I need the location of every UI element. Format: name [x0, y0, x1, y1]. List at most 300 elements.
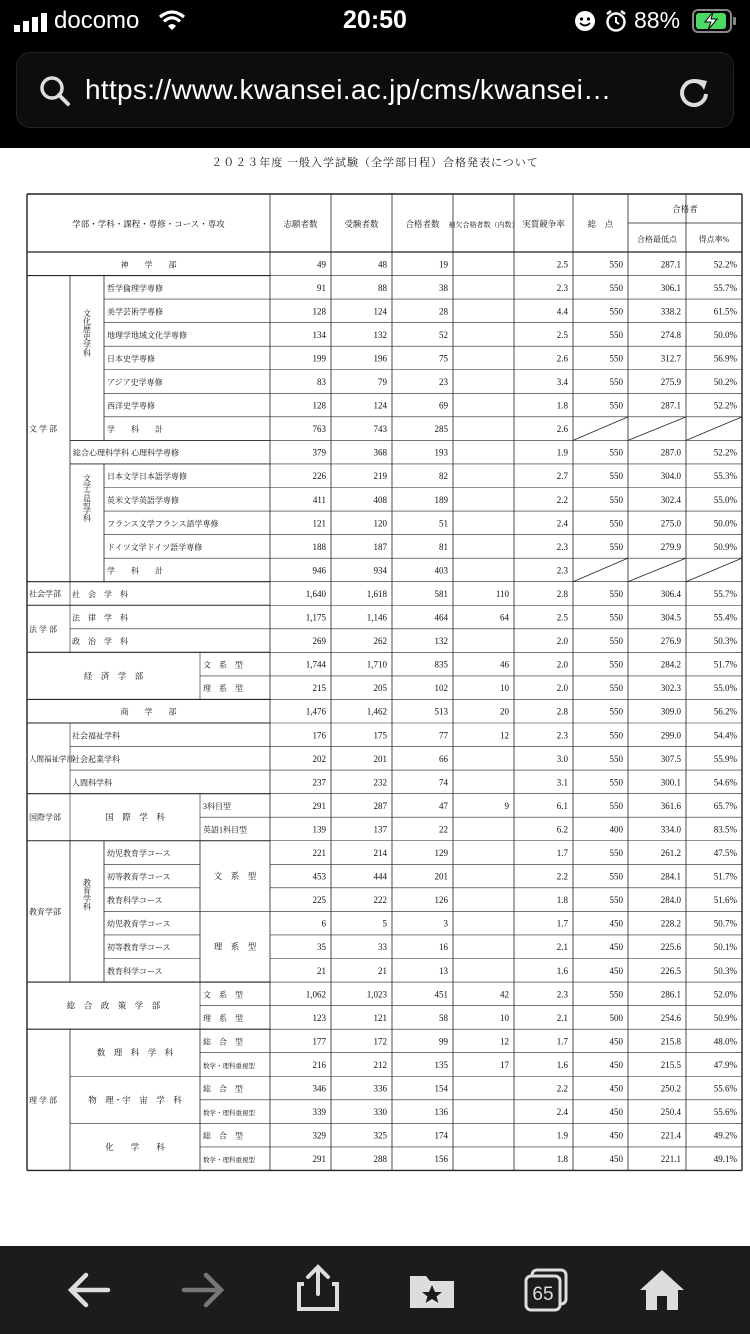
- row-label: 社会福祉学科: [72, 731, 120, 741]
- cell-exam: 120: [373, 518, 387, 529]
- cell-ratio: 3.4: [556, 377, 568, 388]
- cell-rate: 50.2%: [713, 377, 737, 388]
- cell-sup: 42: [500, 989, 509, 1000]
- cell-min: 215.5: [660, 1059, 681, 1070]
- cell-app: 346: [312, 1083, 326, 1094]
- cell-exam: 222: [373, 895, 387, 906]
- cell-pass: 38: [439, 282, 448, 293]
- row-label: 美学芸術学専修: [107, 307, 163, 317]
- cell-min: 302.4: [660, 494, 681, 505]
- row-label: 学 科 計: [107, 425, 163, 435]
- cell-exam: 1,618: [366, 588, 387, 599]
- cell-exam: 232: [373, 777, 387, 788]
- cell-app: 188: [312, 541, 326, 552]
- bookmarks-icon[interactable]: [408, 1270, 456, 1310]
- cell-ratio: 2.8: [556, 706, 568, 717]
- cell-app: 226: [312, 471, 326, 482]
- cell-total: 450: [609, 1130, 623, 1141]
- cell-total: 550: [609, 636, 623, 647]
- cell-total: 550: [609, 306, 623, 317]
- cell-sup: 10: [500, 1012, 509, 1023]
- cell-rate: 47.9%: [713, 1059, 737, 1070]
- row-label: 地理学地域文化学専修: [107, 330, 187, 340]
- row-label: 哲学倫理学専修: [107, 283, 163, 293]
- cell-min: 338.2: [660, 306, 681, 317]
- cell-min: 304.0: [660, 471, 681, 482]
- cell-pass: 69: [439, 400, 448, 411]
- cell-pass: 154: [434, 1083, 448, 1094]
- cell-pass: 47: [439, 800, 448, 811]
- cell-rate: 55.6%: [713, 1107, 737, 1118]
- cell-pass: 126: [434, 895, 448, 906]
- header-applicants: 志願者数: [283, 219, 318, 229]
- browser-toolbar: [0, 1246, 750, 1334]
- cell-min: 304.5: [660, 612, 681, 623]
- cell-min: 284.2: [660, 659, 681, 670]
- row-label: 理 系 型: [203, 684, 243, 694]
- cell-min: 250.4: [660, 1107, 681, 1118]
- cell-pass: 75: [439, 353, 448, 364]
- row-label: 総 合 型: [203, 1084, 243, 1094]
- cell-app: 121: [312, 518, 326, 529]
- cell-app: 453: [312, 871, 326, 882]
- cell-app: 216: [312, 1059, 326, 1070]
- cell-total: 400: [609, 824, 623, 835]
- cell-ratio: 2.5: [556, 329, 568, 340]
- cell-ratio: 2.5: [556, 612, 568, 623]
- cell-app: 177: [312, 1036, 326, 1047]
- cell-rate: 55.3%: [713, 471, 737, 482]
- cell-total: 550: [609, 447, 623, 458]
- cell-total: 550: [609, 800, 623, 811]
- cell-rate: 50.0%: [713, 329, 737, 340]
- cell-min: 284.0: [660, 895, 681, 906]
- cell-pass: 835: [434, 659, 448, 670]
- header-passers-group: 合格者: [672, 204, 698, 214]
- cell-ratio: 2.7: [556, 471, 568, 482]
- cell-pass: 102: [434, 683, 448, 694]
- cell-ratio: 2.3: [556, 541, 568, 552]
- cell-exam: 287: [373, 800, 387, 811]
- cell-min: 302.3: [660, 683, 681, 694]
- cell-rate: 54.4%: [713, 730, 737, 741]
- faculty-sociology: 社会学部: [29, 589, 61, 599]
- cell-ratio: 2.1: [556, 942, 568, 953]
- cell-exam: 934: [373, 565, 387, 576]
- cell-ratio: 2.2: [556, 494, 568, 505]
- cell-exam: 5: [382, 918, 387, 929]
- cell-rate: 51.6%: [713, 895, 737, 906]
- clock: 20:50: [343, 6, 407, 34]
- cell-exam: 172: [373, 1036, 387, 1047]
- cell-min: 286.1: [660, 989, 681, 1000]
- cell-ratio: 2.2: [556, 1083, 568, 1094]
- cell-ratio: 2.0: [556, 636, 568, 647]
- faculty-human-welfare: 人間福祉学部: [29, 754, 74, 764]
- cell-sup: 9: [504, 800, 509, 811]
- cell-pass: 451: [434, 989, 448, 1000]
- cell-min: 306.1: [660, 282, 681, 293]
- cell-total: 550: [609, 612, 623, 623]
- cell-ratio: 6.2: [556, 824, 568, 835]
- cell-pass: 74: [439, 777, 448, 788]
- pdf-page[interactable]: [0, 148, 750, 1246]
- cell-total: 550: [609, 494, 623, 505]
- url-text[interactable]: https://www.kwansei.ac.jp/cms/kwansei…: [85, 74, 612, 105]
- row-label: 学 科 計: [107, 566, 163, 576]
- cell-min: 228.2: [660, 918, 681, 929]
- cell-rate: 55.4%: [713, 612, 737, 623]
- cell-pass: 581: [434, 588, 448, 599]
- cell-sup: 20: [500, 706, 509, 717]
- cell-pass: 28: [439, 306, 448, 317]
- back-arrow-icon[interactable]: [66, 1270, 112, 1310]
- type-science: 理 系 型: [213, 941, 257, 952]
- cell-app: 1,062: [305, 989, 326, 1000]
- cell-ratio: 3.0: [556, 753, 568, 764]
- reload-icon[interactable]: [677, 75, 711, 109]
- faculty-science: 理 学 部: [29, 1095, 57, 1105]
- faculty-education: 教育学部: [29, 907, 61, 917]
- cell-pass: 513: [434, 706, 448, 717]
- cell-total: 550: [609, 400, 623, 411]
- cell-total: 450: [609, 942, 623, 953]
- row-label: 社 会 学 科: [72, 589, 128, 599]
- cell-app: 128: [312, 306, 326, 317]
- cell-exam: 1,023: [366, 989, 387, 1000]
- cell-exam: 1,462: [366, 706, 387, 717]
- row-label: 神 学 部: [120, 260, 177, 270]
- document-title: ２０２３年度 一般入学試験（全学部日程）合格発表について: [211, 157, 539, 169]
- row-label: 商 学 部: [120, 707, 177, 717]
- cell-app: 1,744: [305, 659, 326, 670]
- cell-pass: 3: [443, 918, 448, 929]
- cell-exam: 21: [378, 965, 387, 976]
- cell-app: 221: [312, 848, 326, 859]
- cell-ratio: 1.6: [556, 965, 568, 976]
- cell-app: 215: [312, 683, 326, 694]
- cell-pass: 189: [434, 494, 448, 505]
- cell-app: 763: [312, 424, 326, 435]
- cell-app: 199: [312, 353, 326, 364]
- cell-app: 269: [312, 636, 326, 647]
- cell-ratio: 6.1: [556, 800, 568, 811]
- header-examinees: 受験者数: [344, 219, 379, 229]
- cell-total: 550: [609, 848, 623, 859]
- cell-ratio: 2.8: [556, 588, 568, 599]
- cell-pass: 19: [439, 259, 448, 270]
- battery-charging-icon: [692, 9, 738, 33]
- cell-min: 287.1: [660, 400, 681, 411]
- cell-pass: 66: [439, 753, 448, 764]
- cell-exam: 262: [373, 636, 387, 647]
- cell-app: 35: [317, 942, 326, 953]
- cell-total: 550: [609, 730, 623, 741]
- row-label: ドイツ文学ドイツ語学専修: [107, 542, 203, 552]
- faculty-law: 法 学 部: [29, 624, 57, 634]
- cell-exam: 132: [373, 329, 387, 340]
- cell-total: 450: [609, 918, 623, 929]
- cell-app: 6: [321, 918, 326, 929]
- cell-sup: 17: [500, 1059, 509, 1070]
- row-label: 英語1科目型: [203, 825, 247, 835]
- cell-rate: 50.0%: [713, 518, 737, 529]
- cell-exam: 48: [378, 259, 387, 270]
- cell-pass: 99: [439, 1036, 448, 1047]
- faculty-literature: 文 学 部: [29, 424, 57, 434]
- row-label: 3科目型: [203, 801, 231, 811]
- cell-rate: 50.3%: [713, 636, 737, 647]
- row-label: 西洋史学専修: [107, 401, 155, 411]
- cell-rate: 65.7%: [713, 800, 737, 811]
- share-icon[interactable]: [296, 1264, 340, 1312]
- cell-app: 128: [312, 400, 326, 411]
- cell-ratio: 2.1: [556, 1012, 568, 1023]
- cell-min: 215.8: [660, 1036, 681, 1047]
- cell-sup: 12: [500, 1036, 509, 1047]
- cell-rate: 49.2%: [713, 1130, 737, 1141]
- row-label: 英米文学英語学専修: [107, 495, 179, 505]
- cell-app: 1,175: [305, 612, 326, 623]
- dept-international: 国 際 学 科: [105, 812, 165, 823]
- header-total: 総 点: [587, 219, 614, 229]
- cell-exam: 444: [373, 871, 387, 882]
- cell-pass: 22: [439, 824, 448, 835]
- cell-total: 550: [609, 377, 623, 388]
- cell-rate: 55.0%: [713, 494, 737, 505]
- cell-app: 49: [317, 259, 326, 270]
- cell-app: 91: [317, 282, 326, 293]
- cell-rate: 83.5%: [713, 824, 737, 835]
- cell-rate: 54.6%: [713, 777, 737, 788]
- cell-ratio: 1.8: [556, 1154, 568, 1165]
- row-label: 社会起業学科: [72, 754, 120, 764]
- cell-ratio: 4.4: [556, 306, 568, 317]
- cell-exam: 187: [373, 541, 387, 552]
- row-label: 理 系 型: [203, 1013, 243, 1023]
- cell-ratio: 2.3: [556, 730, 568, 741]
- cell-app: 123: [312, 1012, 326, 1023]
- cell-exam: 124: [373, 400, 387, 411]
- cell-exam: 212: [373, 1059, 387, 1070]
- home-icon[interactable]: [638, 1268, 686, 1312]
- cell-total: 550: [609, 541, 623, 552]
- cell-ratio: 1.7: [556, 918, 568, 929]
- cell-app: 83: [317, 377, 326, 388]
- cell-exam: 219: [373, 471, 387, 482]
- diagonal-mark: [628, 558, 686, 582]
- cell-total: 550: [609, 777, 623, 788]
- cell-app: 202: [312, 753, 326, 764]
- cell-exam: 288: [373, 1154, 387, 1165]
- cell-pass: 403: [434, 565, 448, 576]
- cell-rate: 56.9%: [713, 353, 737, 364]
- row-label: 総合心理科学科 心理科学専修: [73, 448, 179, 458]
- cell-rate: 50.7%: [713, 918, 737, 929]
- cell-app: 237: [312, 777, 326, 788]
- cell-rate: 49.1%: [713, 1154, 737, 1165]
- diagonal-mark: [628, 417, 686, 441]
- cell-min: 309.0: [660, 706, 681, 717]
- header-dept: 学部・学科・課程・専修・コース・専攻: [72, 219, 225, 229]
- cell-ratio: 2.6: [556, 424, 568, 435]
- cell-rate: 61.5%: [713, 306, 737, 317]
- cell-min: 287.1: [660, 259, 681, 270]
- alarm-icon: [604, 9, 628, 33]
- cell-min: 225.6: [660, 942, 681, 953]
- cell-exam: 743: [373, 424, 387, 435]
- row-label: 初等教育学コース: [107, 943, 171, 953]
- cell-exam: 124: [373, 306, 387, 317]
- cell-ratio: 2.5: [556, 259, 568, 270]
- cell-rate: 55.0%: [713, 683, 737, 694]
- cell-total: 550: [609, 329, 623, 340]
- cell-total: 550: [609, 659, 623, 670]
- header-passers: 合格者数: [405, 219, 440, 229]
- cell-pass: 23: [439, 377, 448, 388]
- cell-ratio: 2.0: [556, 659, 568, 670]
- cell-ratio: 1.8: [556, 895, 568, 906]
- row-label: 政 治 学 科: [72, 637, 128, 647]
- cell-pass: 129: [434, 848, 448, 859]
- cell-ratio: 3.1: [556, 777, 568, 788]
- cell-pass: 81: [439, 541, 448, 552]
- row-label: 幼児教育学コース: [107, 919, 171, 929]
- cell-min: 274.8: [660, 329, 681, 340]
- cell-exam: 175: [373, 730, 387, 741]
- cell-min: 250.2: [660, 1083, 681, 1094]
- cell-sup: 12: [500, 730, 509, 741]
- cell-min: 279.9: [660, 541, 681, 552]
- cell-app: 176: [312, 730, 326, 741]
- cell-min: 334.0: [660, 824, 681, 835]
- cell-ratio: 2.0: [556, 683, 568, 694]
- cell-app: 946: [312, 565, 326, 576]
- cell-ratio: 1.8: [556, 400, 568, 411]
- faculty-policy-studies: 総 合 政 策 学 部: [66, 1000, 161, 1011]
- cell-app: 329: [312, 1130, 326, 1141]
- cell-total: 550: [609, 706, 623, 717]
- dept-culture-history: 文化歴史学科: [82, 308, 92, 357]
- row-label: 日本文学日本語学専修: [107, 472, 187, 482]
- dept-physics: 物 理・宇 宙 学 科: [88, 1094, 182, 1105]
- cell-total: 450: [609, 1036, 623, 1047]
- cell-pass: 51: [439, 518, 448, 529]
- cell-rate: 52.2%: [713, 400, 737, 411]
- cell-ratio: 1.9: [556, 1130, 568, 1141]
- cell-rate: 52.2%: [713, 259, 737, 270]
- cell-exam: 79: [378, 377, 387, 388]
- cell-pass: 285: [434, 424, 448, 435]
- cell-min: 275.9: [660, 377, 681, 388]
- row-label: 数学・理科重視型: [203, 1110, 255, 1118]
- cell-exam: 88: [378, 282, 387, 293]
- cell-total: 550: [609, 518, 623, 529]
- cell-rate: 50.9%: [713, 541, 737, 552]
- row-label: 日本史学専修: [107, 354, 155, 364]
- faculty-international: 国際学部: [29, 813, 61, 823]
- cell-pass: 193: [434, 447, 448, 458]
- cell-exam: 205: [373, 683, 387, 694]
- cell-total: 550: [609, 683, 623, 694]
- cell-min: 307.5: [660, 753, 681, 764]
- focus-icon: [574, 10, 596, 32]
- cell-pass: 464: [434, 612, 448, 623]
- cell-min: 276.9: [660, 636, 681, 647]
- tab-count: 65: [532, 1284, 554, 1305]
- cell-app: 291: [312, 800, 326, 811]
- cell-exam: 408: [373, 494, 387, 505]
- cell-min: 361.6: [660, 800, 681, 811]
- cell-total: 550: [609, 895, 623, 906]
- cell-pass: 174: [434, 1130, 448, 1141]
- cell-rate: 55.7%: [713, 588, 737, 599]
- cell-min: 254.6: [660, 1012, 681, 1023]
- cell-min: 226.5: [660, 965, 681, 976]
- cell-min: 299.0: [660, 730, 681, 741]
- cell-pass: 16: [439, 942, 448, 953]
- cell-pass: 58: [439, 1012, 448, 1023]
- cell-ratio: 2.3: [556, 565, 568, 576]
- cell-app: 291: [312, 1154, 326, 1165]
- forward-arrow-icon[interactable]: [180, 1270, 226, 1310]
- row-label: 文 系 型: [203, 660, 243, 670]
- cell-ratio: 2.3: [556, 989, 568, 1000]
- cell-total: 550: [609, 282, 623, 293]
- row-label: アジア史学専修: [107, 378, 163, 388]
- battery-percent: 88%: [634, 7, 681, 33]
- diagonal-mark: [686, 417, 742, 441]
- cell-ratio: 1.7: [556, 848, 568, 859]
- header-rate: 得点率%: [698, 235, 730, 244]
- cell-exam: 201: [373, 753, 387, 764]
- cell-min: 284.1: [660, 871, 681, 882]
- cell-app: 411: [312, 494, 326, 505]
- search-icon: [39, 75, 71, 107]
- dept-education: 教育学科: [82, 878, 92, 911]
- cell-ratio: 2.3: [556, 282, 568, 293]
- cell-min: 306.4: [660, 588, 681, 599]
- cell-sup: 110: [495, 588, 509, 599]
- cell-total: 550: [609, 989, 623, 1000]
- cell-rate: 55.6%: [713, 1083, 737, 1094]
- cell-total: 450: [609, 1154, 623, 1165]
- cell-ratio: 1.6: [556, 1059, 568, 1070]
- cell-min: 261.2: [660, 848, 681, 859]
- address-bar[interactable]: [16, 52, 734, 128]
- diagonal-mark: [573, 417, 628, 441]
- tabs-icon[interactable]: [524, 1268, 570, 1312]
- cell-ratio: 2.6: [556, 353, 568, 364]
- cell-min: 300.1: [660, 777, 681, 788]
- cell-min: 275.0: [660, 518, 681, 529]
- cell-ratio: 1.9: [556, 447, 568, 458]
- header-min: 合格最低点: [637, 235, 677, 244]
- cell-rate: 55.7%: [713, 282, 737, 293]
- dept-chemistry: 化 学 科: [105, 1141, 165, 1152]
- row-label: 数学・理科重視型: [203, 1157, 255, 1165]
- cell-total: 550: [609, 871, 623, 882]
- row-label: 幼児教育学コース: [107, 849, 171, 859]
- cell-total: 550: [609, 588, 623, 599]
- header-supplement: 補欠合格者数（内数）: [448, 221, 519, 229]
- status-bar: [0, 0, 750, 44]
- cell-total: 450: [609, 1083, 623, 1094]
- cell-total: 550: [609, 471, 623, 482]
- row-label: 総 合 型: [203, 1131, 243, 1141]
- cell-pass: 156: [434, 1154, 448, 1165]
- cell-pass: 82: [439, 471, 448, 482]
